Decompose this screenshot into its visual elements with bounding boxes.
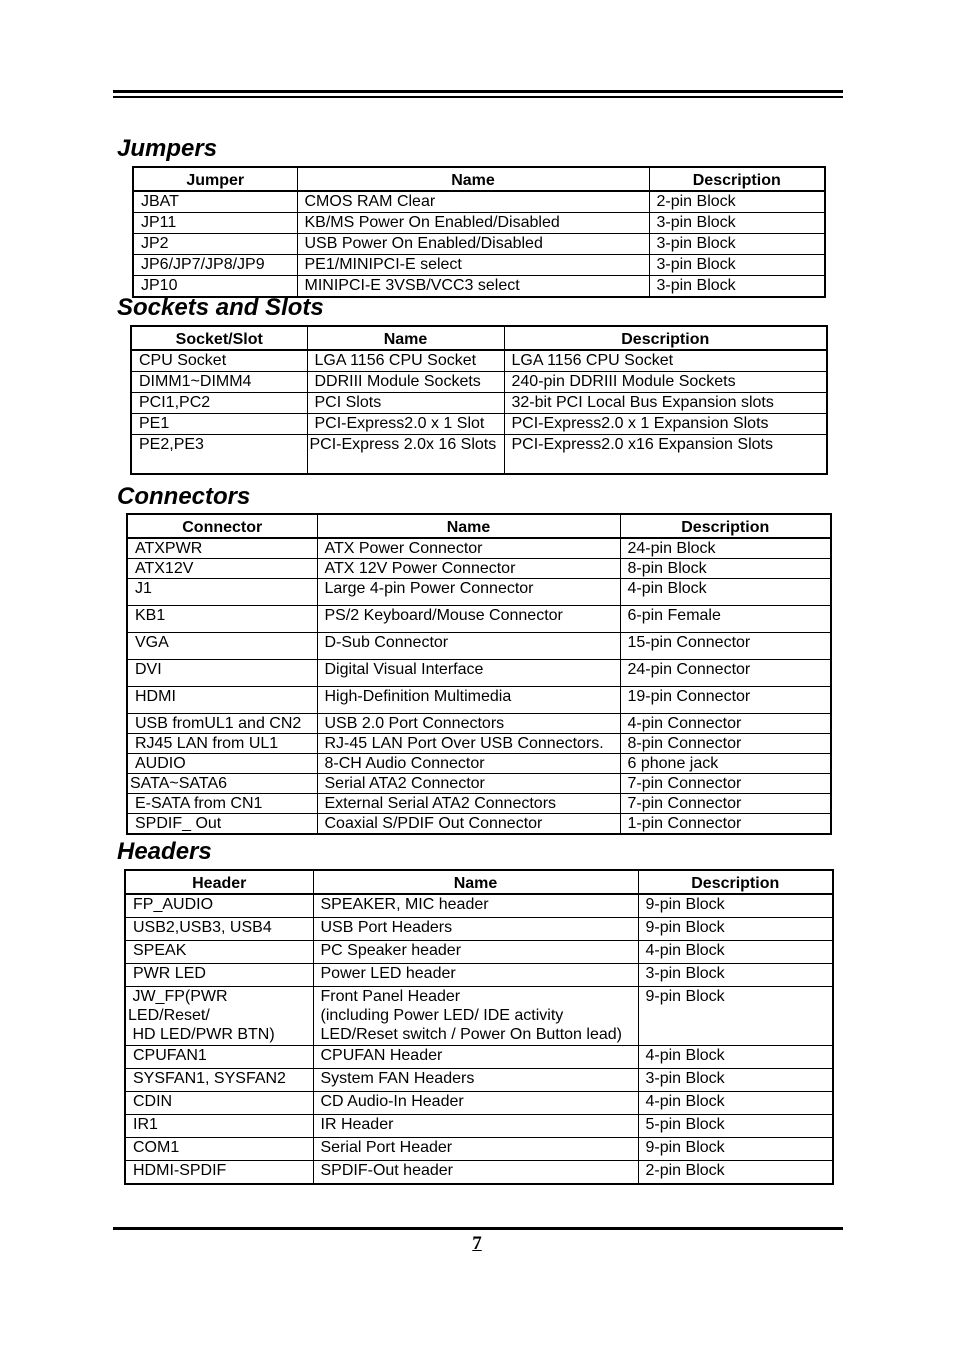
cell-description: 2-pin Block [649, 191, 825, 213]
table-row [127, 579, 831, 606]
cell-id: USB fromUL1 and CN2 [127, 714, 317, 734]
cell-description: 7-pin Connector [620, 794, 831, 814]
cell-description: 9-pin Block [638, 918, 833, 941]
footer-rule [113, 1227, 843, 1230]
table-row [127, 660, 831, 687]
cell-description: 9-pin Block [638, 1138, 833, 1161]
cell-name: MINIPCI-E 3VSB/VCC3 select [297, 276, 649, 298]
table-row [127, 633, 831, 660]
table-row [133, 255, 825, 276]
cell-description: 2-pin Block [638, 1161, 833, 1185]
cell-name: PCI-Express 2.0x 16 Slots [307, 435, 504, 475]
cell-name: High-Definition Multimedia [317, 687, 620, 714]
column-header: Description [638, 870, 833, 894]
cell-id: COM1 [125, 1138, 313, 1161]
cell-name: External Serial ATA2 Connectors [317, 794, 620, 814]
table-row [125, 1161, 833, 1185]
cell-id: JP6/JP7/JP8/JP9 [133, 255, 297, 276]
cell-description: 6 phone jack [620, 754, 831, 774]
table-header-row [131, 326, 827, 350]
cell-name: CPUFAN Header [313, 1046, 638, 1069]
cell-line: LED/Reset/ [128, 1007, 210, 1024]
cell-id: DIMM1~DIMM4 [131, 372, 307, 393]
cell-name: USB 2.0 Port Connectors [317, 714, 620, 734]
cell-id: HDMI [127, 687, 317, 714]
table-row [131, 435, 827, 475]
cell-id: PE1 [131, 414, 307, 435]
table-header-row [133, 167, 825, 191]
cell-id: SYSFAN1, SYSFAN2 [125, 1069, 313, 1092]
table-row [125, 987, 833, 1046]
column-header: Jumper [133, 167, 297, 191]
column-header: Name [307, 326, 504, 350]
column-header: Connector [127, 514, 317, 538]
headers-table [124, 869, 834, 1185]
table-row [127, 687, 831, 714]
table-row [127, 559, 831, 579]
cell-id: J1 [127, 579, 317, 606]
cell-id: HDMI-SPDIF [125, 1161, 313, 1185]
cell-name: PCI Slots [307, 393, 504, 414]
cell-description: 32-bit PCI Local Bus Expansion slots [504, 393, 827, 414]
table-row [131, 372, 827, 393]
cell-name: IR Header [313, 1115, 638, 1138]
cell-name: PC Speaker header [313, 941, 638, 964]
cell-name: Power LED header [313, 964, 638, 987]
cell-description: 19-pin Connector [620, 687, 831, 714]
cell-id: IR1 [125, 1115, 313, 1138]
cell-id: PE2,PE3 [131, 435, 307, 475]
cell-name: CD Audio-In Header [313, 1092, 638, 1115]
cell-name: USB Port Headers [313, 918, 638, 941]
table-row [125, 1046, 833, 1069]
table-row [127, 606, 831, 633]
table-header-row [127, 514, 831, 538]
cell-name: KB/MS Power On Enabled/Disabled [297, 213, 649, 234]
cell-id: VGA [127, 633, 317, 660]
column-header: Header [125, 870, 313, 894]
column-header: Description [504, 326, 827, 350]
cell-description: 24-pin Connector [620, 660, 831, 687]
table-header-row [125, 870, 833, 894]
column-header: Socket/Slot [131, 326, 307, 350]
cell-id: PWR LED [125, 964, 313, 987]
table-row [125, 941, 833, 964]
table-row [131, 393, 827, 414]
cell-id: SATA~SATA6 [127, 774, 317, 794]
column-header: Description [649, 167, 825, 191]
table-row [131, 414, 827, 435]
cell-description: 4-pin Block [620, 579, 831, 606]
cell-name: 8-CH Audio Connector [317, 754, 620, 774]
cell-description: 5-pin Block [638, 1115, 833, 1138]
table-row [127, 538, 831, 559]
table-row [133, 234, 825, 255]
cell-description: 9-pin Block [638, 894, 833, 918]
table-row [127, 794, 831, 814]
jumpers-heading: Jumpers [117, 135, 218, 162]
header-rule-thin [113, 96, 843, 98]
cell-id: USB2,USB3, USB4 [125, 918, 313, 941]
cell-name: LGA 1156 CPU Socket [307, 350, 504, 372]
cell-description: 4-pin Block [638, 1092, 833, 1115]
column-header: Description [620, 514, 831, 538]
cell-description: 8-pin Block [620, 559, 831, 579]
page-number [0, 1233, 954, 1255]
cell-name: ATX Power Connector [317, 538, 620, 559]
cell-description: 4-pin Connector [620, 714, 831, 734]
table-row [125, 1115, 833, 1138]
sockets-heading: Sockets and Slots [117, 294, 324, 321]
cell-name: PCI-Express2.0 x 1 Slot [307, 414, 504, 435]
column-header: Name [313, 870, 638, 894]
cell-id: FP_AUDIO [125, 894, 313, 918]
cell-id: AUDIO [127, 754, 317, 774]
table-row [127, 754, 831, 774]
cell-name: Coaxial S/PDIF Out Connector [317, 814, 620, 835]
sockets-table [130, 325, 828, 475]
cell-name: D-Sub Connector [317, 633, 620, 660]
cell-name: SPEAKER, MIC header [313, 894, 638, 918]
cell-description: 3-pin Block [649, 255, 825, 276]
cell-description: 3-pin Block [649, 213, 825, 234]
table-row [125, 1138, 833, 1161]
cell-name: RJ-45 LAN Port Over USB Connectors. [317, 734, 620, 754]
cell-name: ATX 12V Power Connector [317, 559, 620, 579]
connectors-heading: Connectors [117, 483, 251, 510]
cell-description: 4-pin Block [638, 1046, 833, 1069]
cell-id: JP11 [133, 213, 297, 234]
cell-description: 3-pin Block [649, 234, 825, 255]
cell-description: 3-pin Block [649, 276, 825, 298]
table-row [125, 894, 833, 918]
cell-name: USB Power On Enabled/Disabled [297, 234, 649, 255]
cell-id: CPU Socket [131, 350, 307, 372]
cell-description: PCI-Express2.0 x 1 Expansion Slots [504, 414, 827, 435]
column-header: Name [317, 514, 620, 538]
cell-description: 15-pin Connector [620, 633, 831, 660]
table-row [125, 1092, 833, 1115]
cell-id: RJ45 LAN from UL1 [127, 734, 317, 754]
table-row [133, 191, 825, 213]
cell-name: Large 4-pin Power Connector [317, 579, 620, 606]
table-row [127, 774, 831, 794]
cell-id: ATX12V [127, 559, 317, 579]
cell-name: System FAN Headers [313, 1069, 638, 1092]
cell-description: 9-pin Block [638, 987, 833, 1046]
table-row [125, 1069, 833, 1092]
page-number-text: 7 [472, 1233, 482, 1254]
cell-description: 4-pin Block [638, 941, 833, 964]
cell-description: 240-pin DDRIII Module Sockets [504, 372, 827, 393]
cell-description: 24-pin Block [620, 538, 831, 559]
cell-id: KB1 [127, 606, 317, 633]
cell-id [125, 987, 313, 1046]
cell-description: 3-pin Block [638, 1069, 833, 1092]
cell-name: SPDIF-Out header [313, 1161, 638, 1185]
cell-line: HD LED/PWR BTN) [128, 1026, 275, 1043]
cell-id: DVI [127, 660, 317, 687]
table-row [125, 918, 833, 941]
cell-id: JP2 [133, 234, 297, 255]
cell-line: (including Power LED/ IDE activity [320, 1007, 564, 1024]
cell-description: PCI-Express2.0 x16 Expansion Slots [504, 435, 827, 475]
cell-id: PCI1,PC2 [131, 393, 307, 414]
cell-line: JW_FP(PWR [128, 988, 228, 1005]
cell-name: Digital Visual Interface [317, 660, 620, 687]
cell-name: DDRIII Module Sockets [307, 372, 504, 393]
cell-description: 1-pin Connector [620, 814, 831, 835]
cell-description: 6-pin Female [620, 606, 831, 633]
cell-id: ATXPWR [127, 538, 317, 559]
cell-description: LGA 1156 CPU Socket [504, 350, 827, 372]
table-row [127, 814, 831, 835]
cell-id: JBAT [133, 191, 297, 213]
cell-id: SPEAK [125, 941, 313, 964]
cell-name: CMOS RAM Clear [297, 191, 649, 213]
table-row [131, 350, 827, 372]
jumpers-table [132, 166, 826, 298]
cell-description: 7-pin Connector [620, 774, 831, 794]
table-row [127, 714, 831, 734]
headers-heading: Headers [117, 838, 212, 865]
cell-name [313, 987, 638, 1046]
header-rule-thick [113, 90, 843, 93]
cell-name: Serial ATA2 Connector [317, 774, 620, 794]
column-header: Name [297, 167, 649, 191]
cell-name: Serial Port Header [313, 1138, 638, 1161]
cell-id: CPUFAN1 [125, 1046, 313, 1069]
cell-id: E-SATA from CN1 [127, 794, 317, 814]
table-row [127, 734, 831, 754]
cell-id: SPDIF_ Out [127, 814, 317, 835]
table-row [133, 213, 825, 234]
cell-id: CDIN [125, 1092, 313, 1115]
table-row [125, 964, 833, 987]
cell-description: 8-pin Connector [620, 734, 831, 754]
cell-line: LED/Reset switch / Power On Button lead) [320, 1026, 622, 1043]
cell-line: Front Panel Header [320, 988, 461, 1005]
cell-id: JP10 [133, 276, 297, 298]
cell-description: 3-pin Block [638, 964, 833, 987]
cell-name: PE1/MINIPCI-E select [297, 255, 649, 276]
connectors-table [126, 513, 832, 835]
cell-name: PS/2 Keyboard/Mouse Connector [317, 606, 620, 633]
